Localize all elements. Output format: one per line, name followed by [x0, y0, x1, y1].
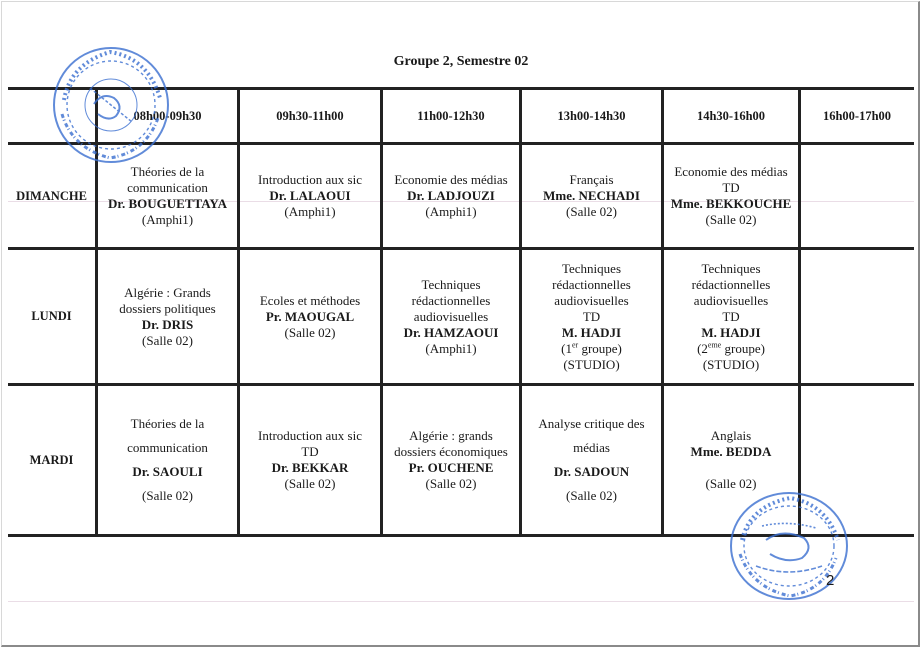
- course-cell: [522, 145, 661, 247]
- day-label: DIMANCHE: [16, 188, 87, 203]
- course-cell: [522, 386, 661, 534]
- course-cell: [383, 386, 519, 534]
- course-line: (Salle 02): [284, 476, 336, 491]
- course-line: Techniques: [561, 260, 621, 276]
- course-line: (Salle 02): [566, 488, 617, 503]
- course-line: (Salle 02): [142, 488, 193, 503]
- teacher-name: Dr. BOUGUETTAYA: [108, 196, 227, 211]
- group-number: (1: [561, 340, 572, 356]
- course-line: Economie des médias: [394, 172, 508, 187]
- group-word: groupe): [578, 340, 622, 356]
- course-line: Techniques: [421, 276, 481, 292]
- course-line: rédactionnelles: [552, 276, 631, 292]
- course-line: (Amphi1): [284, 204, 336, 219]
- course-line: TD: [582, 308, 601, 324]
- course-line: Théories de la: [130, 416, 205, 431]
- teacher-name: Pr. OUCHENE: [408, 460, 494, 475]
- course-line: Techniques: [701, 260, 761, 276]
- course-line: (Salle 02): [705, 212, 757, 227]
- course-line: TD: [301, 444, 319, 459]
- teacher-name: Dr. HAMZAOUI: [403, 324, 499, 340]
- course-cell: [801, 250, 913, 383]
- course-line: communication: [127, 440, 208, 455]
- teacher-name: Dr. LALAOUI: [269, 188, 351, 203]
- course-cell: [522, 250, 661, 383]
- course-cell: [98, 250, 237, 383]
- teacher-name: Dr. BEKKAR: [271, 460, 349, 475]
- day-label: LUNDI: [31, 309, 72, 323]
- course-line: dossiers politiques: [119, 300, 216, 316]
- ordinal-suffix: er: [571, 340, 579, 350]
- course-line: (Amphi1): [141, 212, 194, 227]
- course-line: TD: [722, 180, 740, 195]
- page-title: Groupe 2, Semestre 02: [393, 54, 529, 69]
- teacher-name: Dr. SADOUN: [553, 464, 630, 479]
- course-line: communication: [127, 180, 208, 195]
- teacher-name: Dr. LADJOUZI: [407, 188, 495, 203]
- course-cell: [801, 145, 913, 247]
- teacher-name: Mme. NECHADI: [543, 188, 640, 203]
- teacher-name: M. HADJI: [701, 324, 761, 340]
- course-line: (Salle 02): [705, 476, 757, 491]
- course-cell: [664, 250, 798, 383]
- course-line: (Salle 02): [284, 324, 336, 340]
- course-line: Algérie : Grands: [124, 284, 211, 300]
- course-line: (STUDIO): [563, 356, 620, 372]
- teacher-name: Dr. SAOULI: [132, 464, 203, 479]
- course-line: audiovisuelles: [413, 308, 489, 324]
- course-line: audiovisuelles: [554, 292, 629, 308]
- time-slot-header: 11h00-12h30: [417, 108, 485, 123]
- course-line: médias: [573, 440, 610, 455]
- course-line: TD: [722, 308, 740, 324]
- course-cell: [240, 145, 380, 247]
- time-slot-header: 14h30-16h00: [696, 108, 766, 123]
- group-number: (2: [697, 340, 708, 356]
- teacher-name: Dr. DRIS: [141, 316, 194, 332]
- official-stamp-top: [50, 44, 172, 166]
- page-number: 2: [826, 572, 835, 589]
- course-line: Algérie : grands: [409, 428, 493, 443]
- course-line: dossiers économiques: [394, 444, 508, 459]
- time-slot-header: 13h00-14h30: [557, 108, 626, 123]
- course-line: (Salle 02): [425, 476, 477, 491]
- course-cell: [240, 386, 380, 534]
- course-cell: [98, 386, 237, 534]
- course-line: Ecoles et méthodes: [259, 292, 361, 308]
- course-line: Français: [569, 172, 614, 187]
- course-line: Introduction aux sic: [258, 428, 362, 443]
- teacher-name: M. HADJI: [561, 324, 622, 340]
- time-slot-header: 09h30-11h00: [276, 108, 344, 123]
- course-line: (Salle 02): [142, 332, 193, 348]
- course-line: (Amphi1): [425, 204, 477, 219]
- day-label: MARDI: [29, 452, 74, 467]
- teacher-name: Mme. BEKKOUCHE: [670, 196, 792, 211]
- course-line: (STUDIO): [702, 356, 760, 372]
- teacher-name: Pr. MAOUGAL: [265, 308, 355, 324]
- course-line: Introduction aux sic: [258, 172, 362, 187]
- teacher-name: Mme. BEDDA: [690, 444, 772, 459]
- course-line: rédactionnelles: [411, 292, 491, 308]
- course-line: (Salle 02): [566, 204, 617, 219]
- course-line: audiovisuelles: [693, 292, 769, 308]
- group-word: groupe): [721, 340, 765, 356]
- course-line: Analyse critique des: [538, 416, 645, 431]
- course-line: Théories de la: [130, 164, 205, 179]
- course-line: (Amphi1): [425, 340, 477, 356]
- time-slot-header: 16h00-17h00: [822, 108, 892, 123]
- course-line: Economie des médias: [674, 164, 788, 179]
- group-note: [697, 341, 765, 357]
- course-cell: [664, 145, 798, 247]
- group-note: [561, 341, 622, 357]
- course-line: rédactionnelles: [691, 276, 771, 292]
- course-line: Anglais: [710, 428, 752, 443]
- course-cell: [240, 250, 380, 383]
- time-slot-header: 08h00-09h30: [133, 108, 202, 123]
- course-cell: [383, 145, 519, 247]
- ordinal-suffix: eme: [707, 340, 722, 350]
- course-cell: [383, 250, 519, 383]
- course-line: [729, 460, 732, 476]
